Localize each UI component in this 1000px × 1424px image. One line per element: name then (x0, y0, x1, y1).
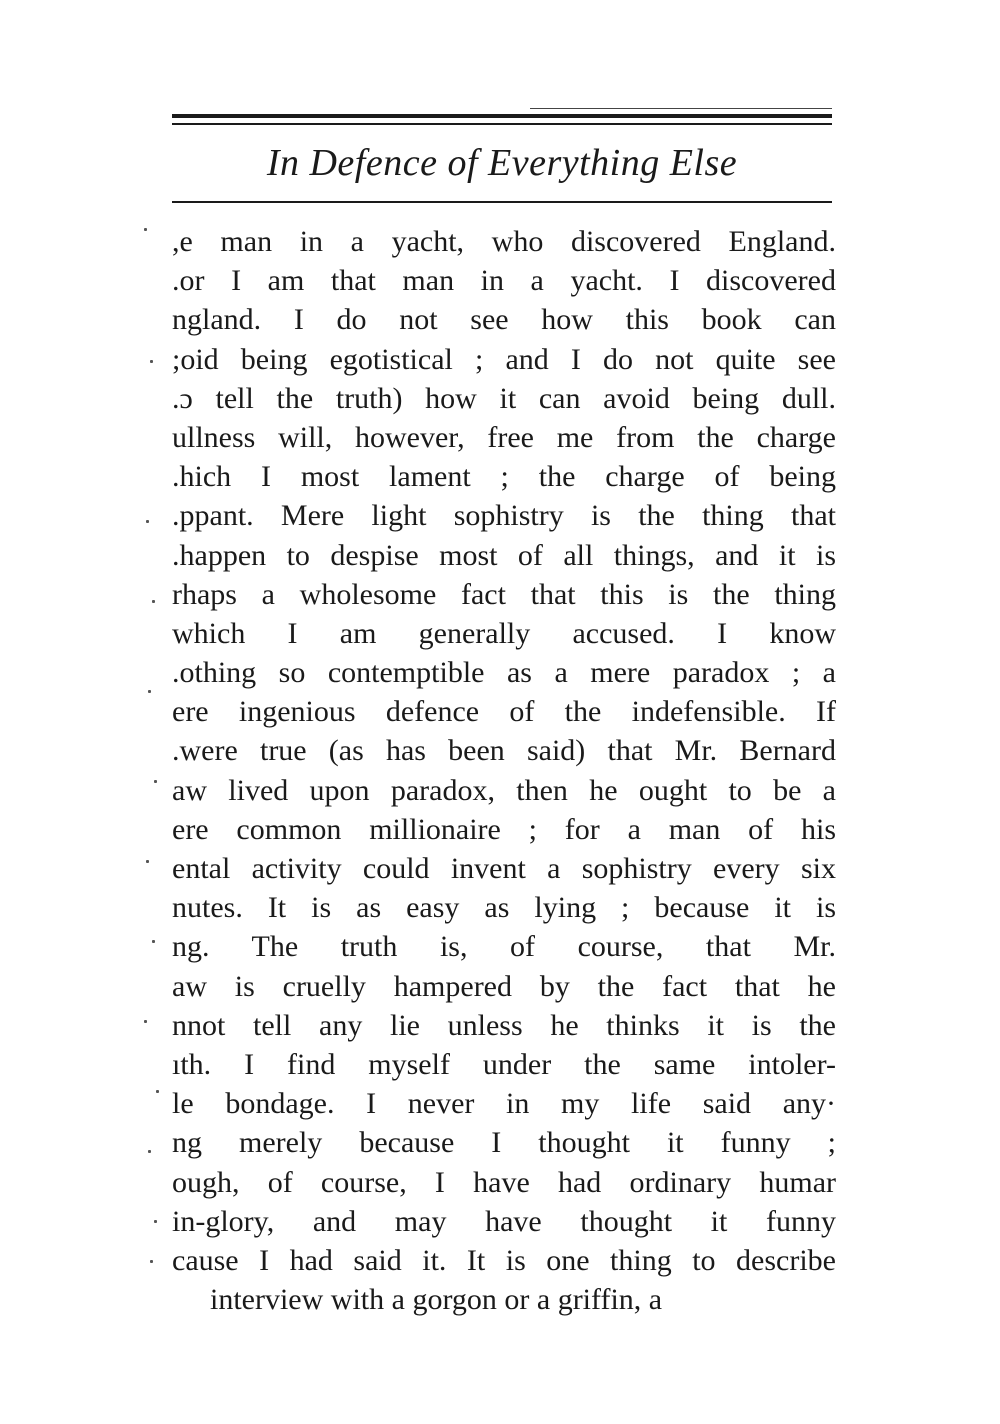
text-line: ng. The truth is, of course, that Mr. (172, 930, 836, 964)
text-line: ng merely because I thought it funny ; (172, 1126, 836, 1160)
text-line: ough, of course, I have had ordinary humar (172, 1165, 836, 1199)
text-line: .ɔ tell the truth) how it can avoid being dull. (172, 381, 836, 415)
header-rule-hairline (530, 108, 832, 109)
running-head-rule (172, 201, 832, 203)
text-line: .were true (as has been said) that Mr. Bernard (172, 734, 836, 768)
text-line: in-glory, and may have thought it funny (172, 1204, 836, 1238)
text-line: ere ingenious defence of the indefensible. If (172, 695, 836, 729)
text-line: ere common millionaire ; for a man of his (172, 812, 836, 846)
text-line: .ppant. Mere light sophistry is the thing that (172, 499, 836, 533)
text-line: rhaps a wholesome fact that this is the thing (172, 577, 836, 611)
text-line: ullness will, however, free me from the charge (172, 420, 836, 454)
text-line: .happen to despise most of all things, and it is (172, 538, 836, 572)
text-line: .hich I most lament ; the charge of being (172, 460, 836, 494)
body-text (172, 222, 836, 1319)
text-line: .othing so contemptible as a mere paradox ; a (172, 656, 836, 690)
text-line: nutes. It is as easy as lying ; because it is (172, 891, 836, 925)
header-rule-thin (172, 123, 832, 125)
header-rule-thick (172, 114, 832, 118)
text-line: nnot tell any lie unless he thinks it is the (172, 1008, 836, 1042)
text-line: ental activity could invent a sophistry every six (172, 852, 836, 885)
running-head: In Defence of Everything Else (266, 142, 738, 184)
text-line: ngland. I do not see how this book can (172, 303, 836, 337)
text-line: ıth. I find myself under the same intoler- (172, 1047, 836, 1081)
text-line: ,e man in a yacht, who discovered England. (172, 225, 836, 258)
text-line: interview with a gorgon or a griffin, a (210, 1283, 663, 1317)
text-line: ;oid being egotistical ; and I do not quite see (172, 342, 836, 376)
gutter-bleed-marks (140, 220, 170, 1300)
text-line: cause I had said it. It is one thing to describe (172, 1243, 836, 1277)
text-line: which I am generally accused. I know (172, 616, 836, 650)
text-line: aw is cruelly hampered by the fact that he (172, 969, 836, 1003)
text-line: le bondage. I never in my life said any· (172, 1087, 836, 1121)
text-line: aw lived upon paradox, then he ought to be a (172, 773, 836, 807)
text-line: .or I am that man in a yacht. I discovered (172, 264, 836, 298)
